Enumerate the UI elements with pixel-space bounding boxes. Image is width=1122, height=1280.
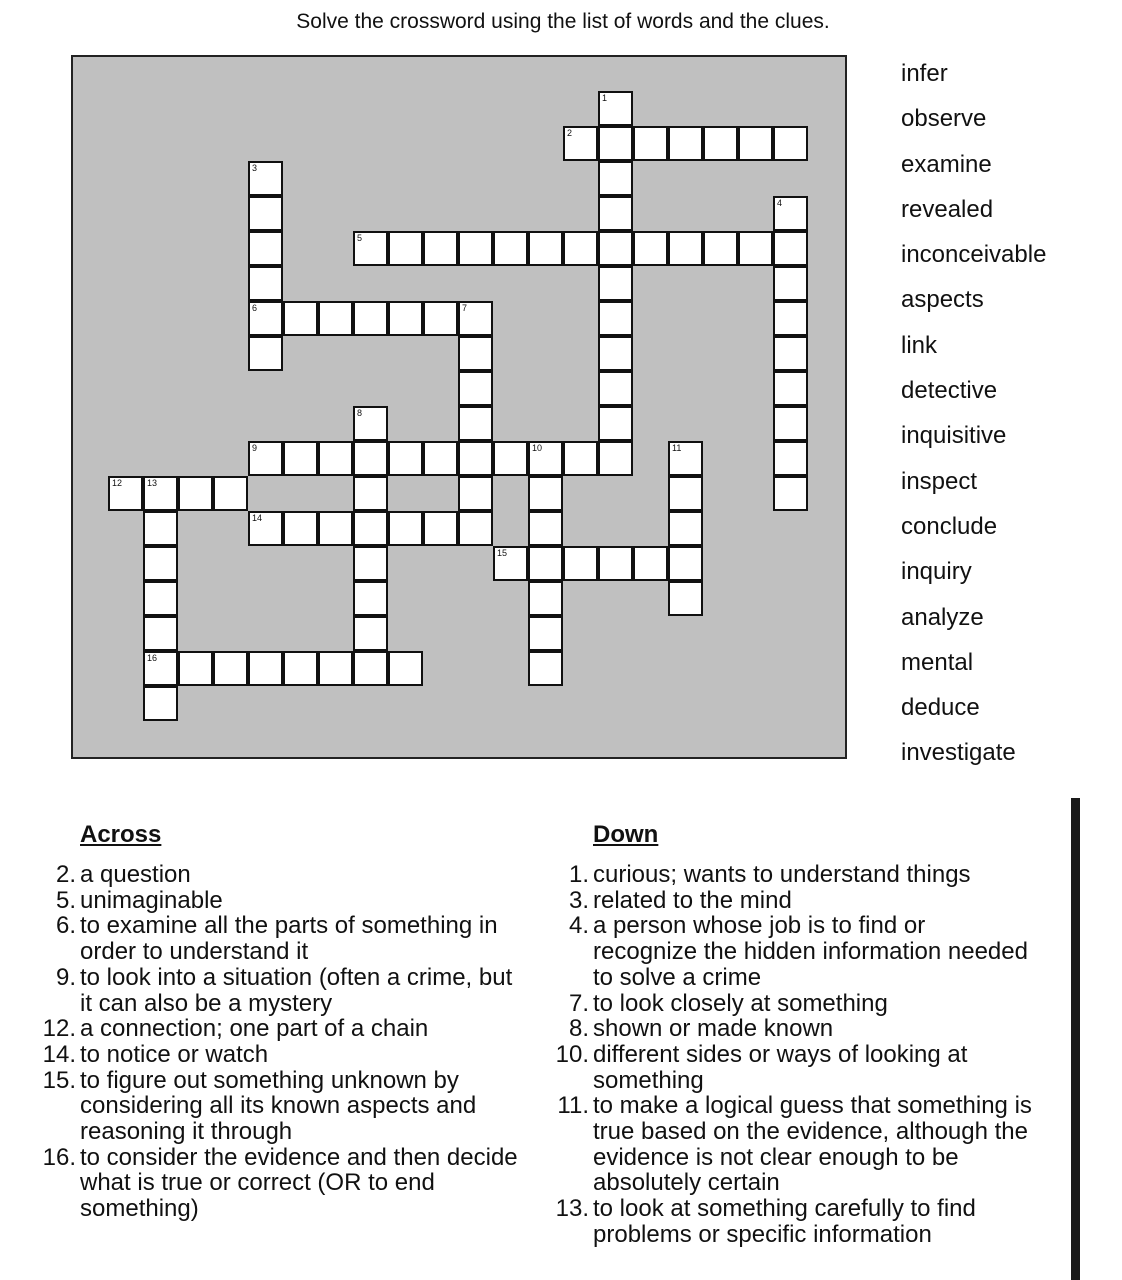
crossword-cell[interactable] (353, 406, 388, 441)
crossword-cell[interactable] (528, 476, 563, 511)
crossword-cell[interactable] (213, 476, 248, 511)
crossword-cell[interactable] (773, 126, 808, 161)
crossword-cell[interactable] (528, 581, 563, 616)
crossword-cell[interactable] (248, 196, 283, 231)
clue-text: to notice or watch (80, 1040, 269, 1068)
crossword-cell[interactable] (388, 651, 423, 686)
crossword-cell[interactable] (178, 476, 213, 511)
clue-number: 10. (555, 1040, 589, 1068)
crossword-cell[interactable] (668, 546, 703, 581)
word-bank-item: infer (901, 60, 948, 87)
down-clue (512, 1042, 1032, 1093)
cell-number: 9 (252, 443, 258, 453)
crossword-cell[interactable] (598, 406, 633, 441)
crossword-cell[interactable] (493, 231, 528, 266)
crossword-cell[interactable] (143, 616, 178, 651)
clue-number: 4. (568, 912, 589, 940)
clue-text: related to the mind (593, 886, 792, 914)
crossword-cell[interactable] (353, 441, 388, 476)
crossword-cell[interactable] (458, 511, 493, 546)
clue-text: unimaginable (80, 886, 223, 914)
crossword-cell[interactable] (598, 336, 633, 371)
crossword-cell[interactable] (248, 301, 283, 336)
crossword-cell[interactable] (668, 476, 703, 511)
down-clue (512, 991, 1032, 1017)
word-bank-item: inspect (901, 467, 978, 495)
cell-number: 10 (532, 443, 543, 453)
clue-text: to figure out something unknown by considering all its known aspects and reasoning it through (80, 1066, 477, 1146)
crossword-cell[interactable] (668, 511, 703, 546)
crossword-cell[interactable] (143, 651, 178, 686)
clue-number: 14. (42, 1040, 76, 1068)
crossword-cell[interactable] (353, 651, 388, 686)
crossword-cell[interactable] (458, 336, 493, 371)
word-bank-item: deduce (901, 694, 980, 722)
clue-number: 9. (55, 963, 76, 991)
across-clue (0, 1042, 520, 1068)
crossword-cell[interactable] (248, 441, 283, 476)
crossword-cell[interactable] (388, 441, 423, 476)
crossword-cell[interactable] (283, 651, 318, 686)
across-clue (0, 1145, 520, 1222)
crossword-cell[interactable] (353, 546, 388, 581)
crossword-cell[interactable] (248, 161, 283, 196)
clue-text: a person whose job is to find or recognize the hidden information needed to solve a crime (593, 912, 1028, 991)
cell-number: 13 (147, 478, 158, 488)
crossword-cell[interactable] (598, 266, 633, 301)
instructions-title: Solve the crossword using the list of words and the clues. (296, 10, 830, 33)
cell-number: 15 (497, 548, 508, 558)
clue-text: to look into a situation (often a crime, but it can also be a mystery (80, 963, 513, 1017)
crossword-cell[interactable] (528, 441, 563, 476)
crossword-cell[interactable] (493, 546, 528, 581)
crossword-cell[interactable] (598, 91, 633, 126)
word-bank-item: link (901, 331, 938, 359)
crossword-cell[interactable] (773, 266, 808, 301)
crossword-cell[interactable] (248, 511, 283, 546)
crossword-cell[interactable] (423, 301, 458, 336)
crossword-cell[interactable] (633, 546, 668, 581)
down-clue (512, 1196, 1032, 1247)
clue-text: different sides or ways of looking at something (593, 1040, 968, 1094)
across-clue (0, 1068, 520, 1145)
crossword-cell[interactable] (668, 126, 703, 161)
clue-number: 1. (568, 861, 589, 888)
cell-number: 3 (252, 163, 258, 173)
crossword-cell[interactable] (353, 301, 388, 336)
clue-text: curious; wants to understand things (593, 861, 971, 888)
across-clue (0, 1016, 520, 1042)
crossword-cell[interactable] (563, 231, 598, 266)
crossword-cell[interactable] (598, 441, 633, 476)
across-clue (0, 913, 520, 964)
clue-text: a question (80, 861, 191, 888)
crossword-cell[interactable] (143, 686, 178, 721)
clue-number: 6. (55, 912, 76, 940)
crossword-cell[interactable] (493, 441, 528, 476)
crossword-cell[interactable] (458, 371, 493, 406)
crossword-cell[interactable] (773, 476, 808, 511)
cell-number: 12 (112, 478, 123, 488)
down-heading: Down (593, 821, 659, 848)
crossword-cell[interactable] (143, 581, 178, 616)
crossword-cell[interactable] (318, 441, 353, 476)
across-clue (0, 888, 520, 914)
crossword-cell[interactable] (598, 371, 633, 406)
clue-number: 3. (568, 886, 589, 914)
crossword-cell[interactable] (388, 511, 423, 546)
crossword-cell[interactable] (353, 616, 388, 651)
crossword-cell[interactable] (248, 266, 283, 301)
page-edge-divider (1071, 798, 1080, 1280)
crossword-cell[interactable] (598, 161, 633, 196)
crossword-cell[interactable] (563, 441, 598, 476)
cell-number: 14 (252, 513, 263, 523)
crossword-cell[interactable] (598, 196, 633, 231)
crossword-grid (71, 55, 847, 759)
crossword-cell[interactable] (668, 231, 703, 266)
crossword-cell[interactable] (563, 126, 598, 161)
word-bank-item: inconceivable (901, 241, 1047, 269)
word-bank-item: observe (901, 105, 987, 133)
crossword-cell[interactable] (283, 441, 318, 476)
crossword-cell[interactable] (213, 651, 248, 686)
cell-number: 4 (777, 198, 783, 208)
clue-number: 5. (55, 886, 76, 914)
across-clue (0, 965, 520, 1016)
down-clue (512, 862, 1032, 888)
crossword-cell[interactable] (703, 231, 738, 266)
crossword-cell[interactable] (283, 511, 318, 546)
cell-number: 16 (147, 653, 158, 663)
crossword-cell[interactable] (353, 231, 388, 266)
crossword-cell[interactable] (528, 651, 563, 686)
crossword-cell[interactable] (248, 231, 283, 266)
word-bank-item: conclude (901, 512, 998, 540)
crossword-cell[interactable] (598, 546, 633, 581)
crossword-cell[interactable] (108, 476, 143, 511)
clue-text: to consider the evidence and then decide what is true or correct (OR to end something) (80, 1143, 518, 1223)
down-clue (512, 1093, 1032, 1196)
cell-number: 11 (672, 443, 682, 453)
crossword-cell[interactable] (738, 126, 773, 161)
crossword-cell[interactable] (528, 546, 563, 581)
crossword-cell[interactable] (773, 301, 808, 336)
crossword-cell[interactable] (318, 511, 353, 546)
down-clue (512, 888, 1032, 914)
crossword-cell[interactable] (598, 301, 633, 336)
clue-text: to look at something carefully to find problems or specific information (593, 1195, 976, 1248)
word-bank-item: revealed (901, 195, 994, 223)
crossword-cell[interactable] (668, 441, 703, 476)
crossword-cell[interactable] (353, 581, 388, 616)
down-clues (512, 820, 1032, 1248)
cell-number: 7 (462, 303, 468, 313)
crossword-cell[interactable] (528, 511, 563, 546)
crossword-cell[interactable] (773, 231, 808, 266)
clue-text: a connection; one part of a chain (80, 1015, 429, 1043)
clue-number: 16. (42, 1143, 76, 1171)
word-bank-item: detective (901, 377, 998, 405)
crossword-cell[interactable] (388, 301, 423, 336)
word-bank-item: inquiry (901, 558, 972, 586)
crossword-cell[interactable] (283, 301, 318, 336)
crossword-cell[interactable] (773, 196, 808, 231)
down-clue (512, 1016, 1032, 1042)
clue-number: 12. (42, 1015, 76, 1043)
crossword-cell[interactable] (143, 511, 178, 546)
clue-text: to look closely at something (593, 989, 888, 1017)
across-heading: Across (80, 821, 162, 848)
word-bank-item: mental (901, 648, 974, 676)
word-bank-item: inquisitive (901, 422, 1007, 450)
cell-number: 6 (252, 303, 258, 313)
crossword-cell[interactable] (633, 231, 668, 266)
crossword-cell[interactable] (178, 651, 213, 686)
clue-text: shown or made known (593, 1015, 834, 1043)
crossword-cell[interactable] (773, 441, 808, 476)
clue-text: to examine all the parts of something in order to understand it (80, 912, 498, 966)
clue-number: 13. (555, 1195, 589, 1223)
crossword-cell[interactable] (633, 126, 668, 161)
crossword-cell[interactable] (738, 231, 773, 266)
crossword-cell[interactable] (773, 336, 808, 371)
crossword-cell[interactable] (458, 441, 493, 476)
crossword-cell[interactable] (248, 336, 283, 371)
crossword-cell[interactable] (423, 231, 458, 266)
crossword-cell[interactable] (458, 476, 493, 511)
clue-number: 15. (42, 1066, 76, 1094)
clue-number: 8. (568, 1015, 589, 1043)
down-clue (512, 913, 1032, 990)
crossword-cell[interactable] (773, 406, 808, 441)
across-clues (0, 820, 520, 1222)
word-bank-item: aspects (901, 286, 984, 314)
crossword-cell[interactable] (598, 126, 633, 161)
crossword-cell[interactable] (773, 371, 808, 406)
crossword-cell[interactable] (458, 406, 493, 441)
crossword-cell[interactable] (388, 231, 423, 266)
clue-number: 7. (568, 989, 589, 1017)
crossword-cell[interactable] (353, 476, 388, 511)
crossword-cell[interactable] (703, 126, 738, 161)
crossword-cell[interactable] (528, 231, 563, 266)
crossword-cell[interactable] (563, 546, 598, 581)
across-clue (0, 862, 520, 888)
crossword-cell[interactable] (143, 546, 178, 581)
word-bank (901, 58, 1046, 783)
crossword-cell[interactable] (318, 651, 353, 686)
clue-number: 11. (557, 1092, 589, 1120)
cell-number: 5 (357, 233, 363, 243)
word-bank-item: analyze (901, 603, 984, 631)
cell-number: 2 (567, 128, 573, 138)
cell-number: 8 (357, 408, 363, 418)
word-bank-item: examine (901, 150, 992, 178)
crossword-cell[interactable] (528, 616, 563, 651)
crossword-cell[interactable] (353, 511, 388, 546)
clue-text: to make a logical guess that something is true based on the evidence, although the evidence is not clear enough to be absolutely certain (593, 1092, 1032, 1197)
crossword-cell[interactable] (248, 651, 283, 686)
crossword-cell[interactable] (423, 511, 458, 546)
crossword-cell[interactable] (458, 231, 493, 266)
crossword-cell[interactable] (458, 301, 493, 336)
word-bank-item: investigate (901, 739, 1016, 767)
crossword-cell[interactable] (668, 581, 703, 616)
crossword-cell[interactable] (423, 441, 458, 476)
cell-number: 1 (602, 93, 608, 103)
crossword-cell[interactable] (598, 231, 633, 266)
crossword-cell[interactable] (318, 301, 353, 336)
crossword-cell[interactable] (143, 476, 178, 511)
clue-number: 2. (55, 861, 76, 888)
